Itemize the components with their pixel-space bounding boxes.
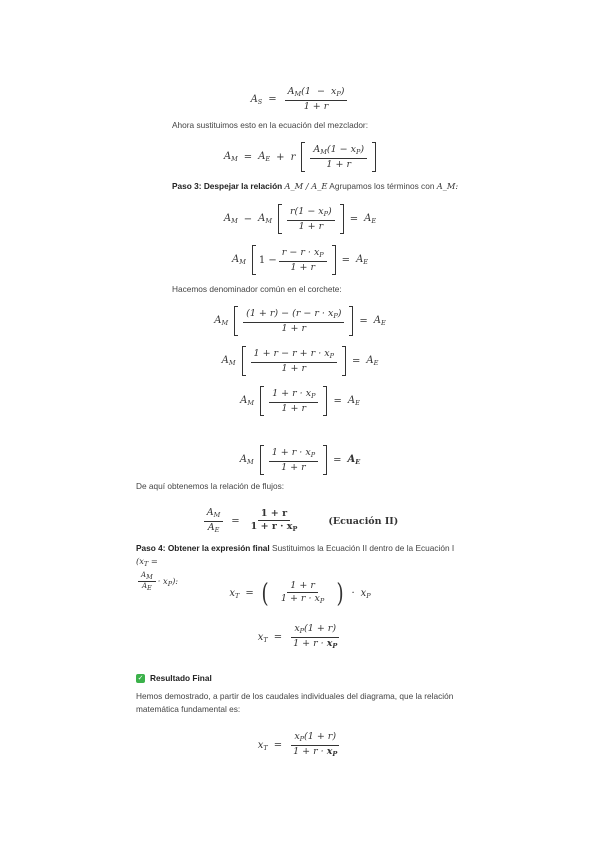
equation-common-2: $A_M$ $\frac{1 + r - r + r \cdot x_P}{1 + r}$ = $A_E$ (0, 346, 600, 376)
equation-common-1: $A_M$ $\frac{(1 + r) - (r - r \cdot x_P)}{1 + r}$ = $A_E$ (0, 306, 600, 336)
equation-substituted: $x_T$ = ( $\frac{1 + r}{1 + r \cdot x_P}$ ) · $x_P$ (229, 578, 371, 609)
step3-title: Paso 3: Despejar la relación (172, 181, 283, 191)
step3-math: A_M / A_E (284, 181, 328, 191)
equation-simplified: $A_M$ $\frac{1 + r \cdot x_P}{1 + r}$ = $A_E$ (0, 445, 600, 475)
step3-text: Agrupamos los términos con (329, 181, 435, 191)
result-title: Resultado Final (150, 673, 212, 683)
equation-as: $A_S$ = $\frac{A_M(1 - x_P)}{1 + r}$ (0, 86, 600, 113)
equation-ii: $\frac{A_M}{A_E}$ = $\frac{1 + r}{1 + r \cdot x_P}$ (Ecuación II) (0, 507, 600, 536)
step4-title: Paso 4: Obtener la expresión final (136, 543, 270, 553)
equation-tag: (Ecuación II) (328, 516, 399, 527)
step3-line (172, 180, 458, 193)
equation-mixer: $A_M$ = $A_E$ + r $\frac{A_M(1 - x_P)}{1 + r}$ (0, 142, 600, 172)
equation-factor: $A_M$ 1 − $\frac{r - r \cdot x_P}{1 + r}$ = $A_E$ (0, 245, 600, 275)
text-substitute: Ahora sustituimos esto en la ecuación del mezclador: (172, 120, 369, 130)
step4-text: Sustituimos la Ecuación II dentro de la Ecuación I (272, 543, 455, 553)
text-flux-relation: De aquí obtenemos la relación de flujos: (136, 481, 285, 491)
result-body: Hemos demostrado, a partir de los caudales individuales del diagrama, que la relación matemática fundamental es: (136, 691, 454, 714)
equation-common-3: $A_M$ $\frac{1 + r \cdot x_P}{1 + r}$ = $A_E$ (0, 386, 600, 416)
text-common-denominator: Hacemos denominador común en el corchete: (172, 284, 342, 294)
step3-var: A_M: (436, 181, 459, 191)
check-box-icon: ✓ (137, 675, 144, 682)
equation-result-1: $x_T$ = $\frac{x_P(1 + r)}{1 + r \cdot x_P}$ (257, 623, 338, 650)
equation-group: $A_M$ − $A_M$ $\frac{r(1 - x_P)}{1 + r}$ = $A_E$ (0, 204, 600, 234)
step4-line: Paso 4: Obtener la expresión final Sustituimos la Ecuación II dentro de la Ecuación I ($x_T$ = $\frac{A_M}{A_E}$ · $x_P$): (136, 543, 455, 592)
result-heading (136, 672, 212, 685)
equation-final: $x_T$ = $\frac{x_P(1 + r)}{1 + r \cdot x_P}$ (257, 731, 338, 758)
